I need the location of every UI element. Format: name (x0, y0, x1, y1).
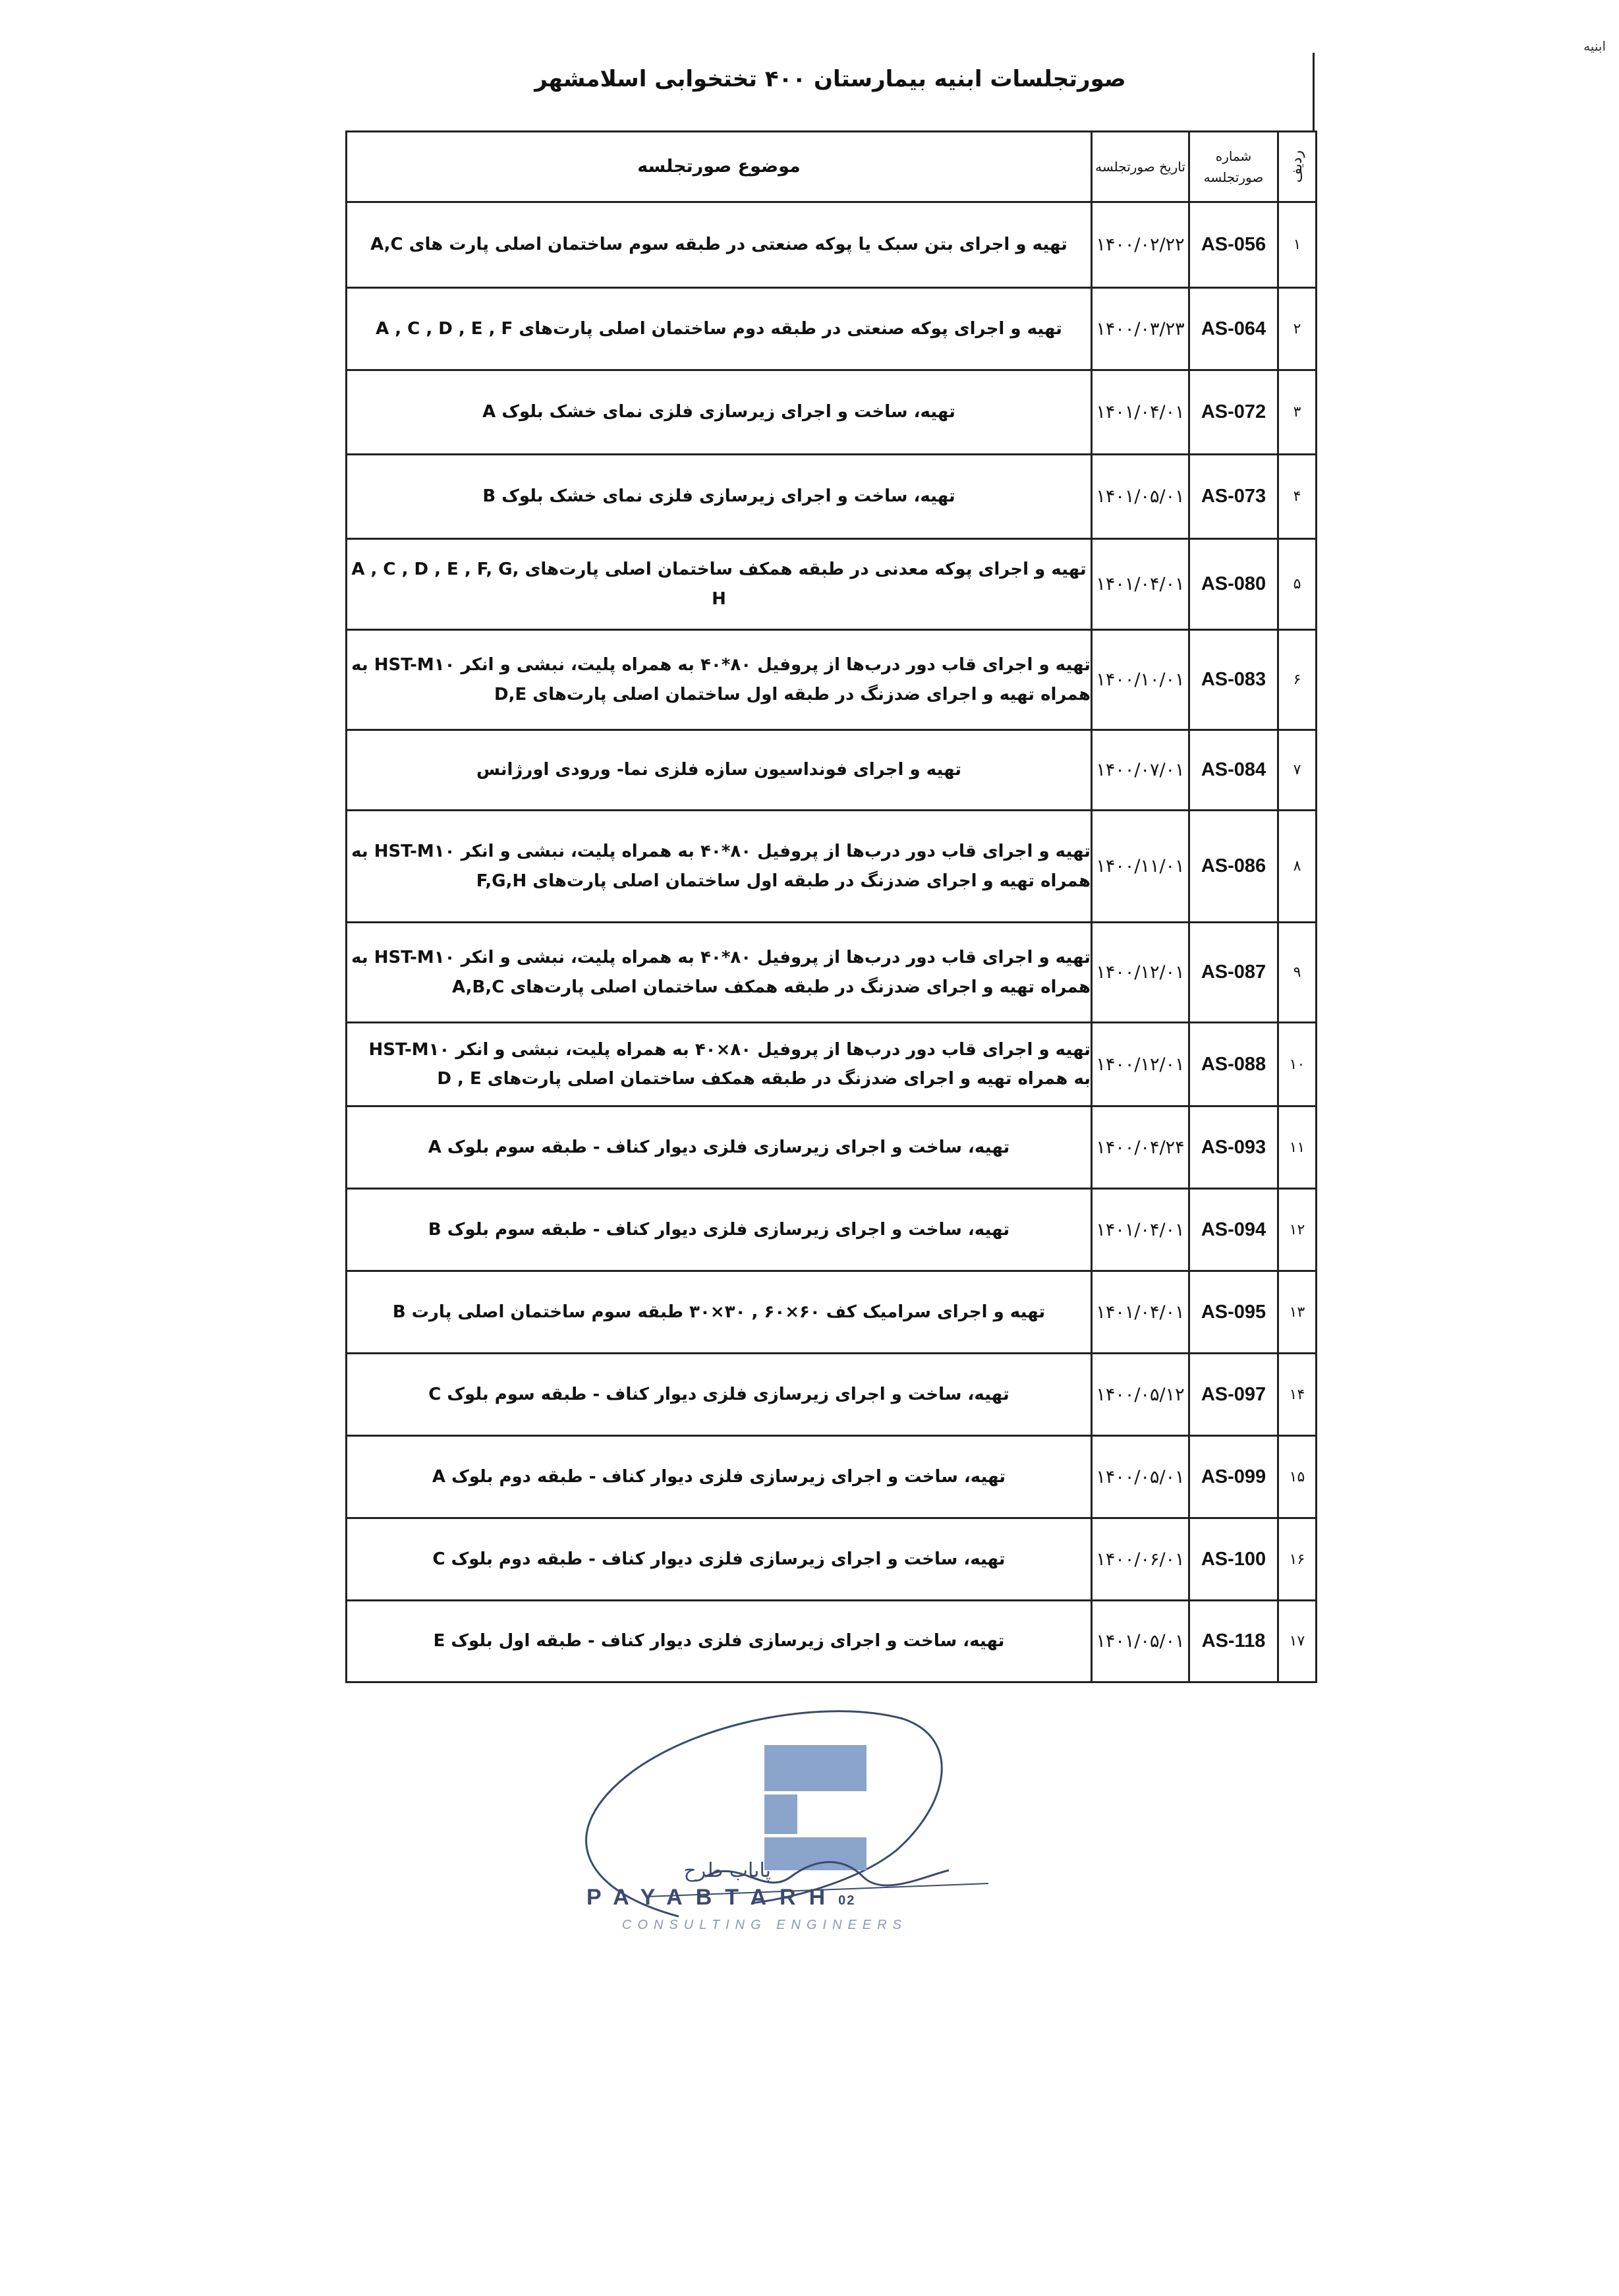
minute-date: ۱۴۰۰/۰۴/۲۴ (1092, 1106, 1189, 1189)
row-index: ۱۴ (1278, 1354, 1317, 1436)
table-row (347, 1106, 1317, 1189)
minute-subject: تهیه، ساخت و اجرای زیرسازی فلزی دیوار کناف - طبقه دوم بلوک A (347, 1436, 1092, 1518)
stamp-company-name: PAYABTARH02 (586, 1885, 856, 1910)
minute-number: AS-084 (1189, 730, 1278, 811)
row-index: ۶ (1278, 630, 1317, 730)
table-row (347, 370, 1317, 455)
table-row (347, 1518, 1317, 1601)
table-row (347, 1271, 1317, 1354)
minute-subject: تهیه و اجرای فونداسیون سازه فلزی نما- ورودی اورژانس (347, 730, 1092, 811)
row-index: ۱۶ (1278, 1518, 1317, 1601)
row-index: ۱۰ (1278, 1023, 1317, 1106)
minute-date: ۱۴۰۰/۰۲/۲۲ (1092, 202, 1189, 288)
header-row-number: ردیف (1278, 132, 1317, 202)
minute-subject: تهیه، ساخت و اجرای زیرسازی فلزی دیوار کناف - طبقه سوم بلوک B (347, 1189, 1092, 1271)
minute-number: AS-118 (1189, 1601, 1278, 1682)
table-row (347, 811, 1317, 923)
minute-date: ۱۴۰۰/۰۵/۰۱ (1092, 1436, 1189, 1518)
minute-date: ۱۴۰۰/۱۲/۰۱ (1092, 923, 1189, 1023)
minute-number: AS-080 (1189, 539, 1278, 630)
minute-subject: تهیه و اجرای قاب دور درب‌ها از پروفیل ۸۰×۴۰ به همراه پلیت، نبشی و انکر HST-M۱۰ به همراه تهیه و اجرای ضدزنگ در طبقه همکف ساختمان اصلی پارت‌های D , E (347, 1023, 1092, 1106)
header-minute-date: تاریخ صورتجلسه (1092, 132, 1189, 202)
row-index: ۱۷ (1278, 1601, 1317, 1682)
corner-note: ابنیه (1583, 38, 1606, 54)
table-row (347, 730, 1317, 811)
minute-date: ۱۴۰۱/۰۴/۰۱ (1092, 370, 1189, 455)
minute-subject: تهیه و اجرای سرامیک کف ۶۰×۶۰ , ۳۰×۳۰ طبقه سوم ساختمان اصلی پارت B (347, 1271, 1092, 1354)
table-row (347, 1023, 1317, 1106)
table-row (347, 630, 1317, 730)
table-row (347, 202, 1317, 288)
minute-subject: تهیه و اجرای قاب دور درب‌ها از پروفیل ۸۰*۴۰ به همراه پلیت، نبشی و انکر HST-M۱۰ به همراه تهیه و اجرای ضدزنگ در طبقه اول ساختمان اصلی پارت‌های D,E (347, 630, 1092, 730)
minute-date: ۱۴۰۰/۰۷/۰۱ (1092, 730, 1189, 811)
row-index: ۳ (1278, 370, 1317, 455)
row-index: ۱ (1278, 202, 1317, 288)
table-header-row (347, 132, 1317, 202)
company-logo-icon (764, 1745, 866, 1870)
row-index: ۲ (1278, 288, 1317, 370)
minute-number: AS-088 (1189, 1023, 1278, 1106)
row-index: ۵ (1278, 539, 1317, 630)
table-row (347, 923, 1317, 1023)
minutes-table (345, 130, 1317, 1683)
title-divider (1313, 53, 1315, 132)
minute-subject: تهیه، ساخت و اجرای زیرسازی فلزی دیوار کناف - طبقه اول بلوک E (347, 1601, 1092, 1682)
minute-date: ۱۴۰۱/۰۴/۰۱ (1092, 1271, 1189, 1354)
row-index: ۱۵ (1278, 1436, 1317, 1518)
minute-date: ۱۴۰۰/۰۶/۰۱ (1092, 1518, 1189, 1601)
header-minute-number: شماره صورتجلسه (1189, 132, 1278, 202)
minute-subject: تهیه و اجرای پوکه معدنی در طبقه همکف ساختمان اصلی پارت‌های A , C , D , E , F, G, H (347, 539, 1092, 630)
minute-subject: تهیه و اجرای قاب دور درب‌ها از پروفیل ۸۰*۴۰ به همراه پلیت، نبشی و انکر HST-M۱۰ به همراه تهیه و اجرای ضدزنگ در طبقه اول ساختمان اصلی پارت‌های F,G,H (347, 811, 1092, 923)
minute-number: AS-100 (1189, 1518, 1278, 1601)
table-row (347, 1601, 1317, 1682)
minute-number: AS-094 (1189, 1189, 1278, 1271)
minute-date: ۱۴۰۱/۰۵/۰۱ (1092, 455, 1189, 539)
minute-subject: تهیه و اجرای بتن سبک یا پوکه صنعتی در طبقه سوم ساختمان اصلی پارت های A,C (347, 202, 1092, 288)
minute-number: AS-064 (1189, 288, 1278, 370)
row-index: ۹ (1278, 923, 1317, 1023)
minute-subject: تهیه، ساخت و اجرای زیرسازی فلزی نمای خشک بلوک B (347, 455, 1092, 539)
minute-number: AS-072 (1189, 370, 1278, 455)
minute-number: AS-083 (1189, 630, 1278, 730)
minute-date: ۱۴۰۱/۰۵/۰۱ (1092, 1601, 1189, 1682)
minute-subject: تهیه، ساخت و اجرای زیرسازی فلزی دیوار کناف - طبقه دوم بلوک C (347, 1518, 1092, 1601)
page-title: صورتجلسات ابنیه بیمارستان ۴۰۰ تختخوابی اسلامشهر (534, 66, 1126, 92)
minute-number: AS-095 (1189, 1271, 1278, 1354)
stamp-company-subtitle: CONSULTING ENGINEERS (622, 1918, 907, 1932)
table-row (347, 539, 1317, 630)
table-row (347, 1189, 1317, 1271)
row-index: ۴ (1278, 455, 1317, 539)
row-index: ۱۳ (1278, 1271, 1317, 1354)
minute-date: ۱۴۰۱/۰۴/۰۱ (1092, 1189, 1189, 1271)
table-row (347, 1354, 1317, 1436)
minute-subject: تهیه، ساخت و اجرای زیرسازی فلزی دیوار کناف - طبقه سوم بلوک C (347, 1354, 1092, 1436)
stamp-persian-name: پایاب طرح (683, 1859, 771, 1882)
minute-date: ۱۴۰۰/۰۳/۲۳ (1092, 288, 1189, 370)
minute-subject: تهیه و اجرای پوکه صنعتی در طبقه دوم ساختمان اصلی پارت‌های A , C , D , E , F (347, 288, 1092, 370)
minute-date: ۱۴۰۱/۰۴/۰۱ (1092, 539, 1189, 630)
minute-subject: تهیه، ساخت و اجرای زیرسازی فلزی نمای خشک بلوک A (347, 370, 1092, 455)
table-row (347, 1436, 1317, 1518)
minute-number: AS-073 (1189, 455, 1278, 539)
minute-date: ۱۴۰۰/۱۱/۰۱ (1092, 811, 1189, 923)
minute-subject: تهیه و اجرای قاب دور درب‌ها از پروفیل ۸۰*۴۰ به همراه پلیت، نبشی و انکر HST-M۱۰ به همراه تهیه و اجرای ضدزنگ در طبقه همکف ساختمان اصلی پارت‌های A,B,C (347, 923, 1092, 1023)
minute-number: AS-056 (1189, 202, 1278, 288)
row-index: ۸ (1278, 811, 1317, 923)
minute-subject: تهیه، ساخت و اجرای زیرسازی فلزی دیوار کناف - طبقه سوم بلوک A (347, 1106, 1092, 1189)
minute-number: AS-086 (1189, 811, 1278, 923)
table-row (347, 288, 1317, 370)
row-index: ۱۱ (1278, 1106, 1317, 1189)
table-row (347, 455, 1317, 539)
minute-number: AS-087 (1189, 923, 1278, 1023)
row-index: ۱۲ (1278, 1189, 1317, 1271)
minute-date: ۱۴۰۰/۰۵/۱۲ (1092, 1354, 1189, 1436)
header-minute-subject: موضوع صورتجلسه (347, 132, 1092, 202)
minute-date: ۱۴۰۰/۱۰/۰۱ (1092, 630, 1189, 730)
minute-number: AS-097 (1189, 1354, 1278, 1436)
minute-number: AS-093 (1189, 1106, 1278, 1189)
minute-number: AS-099 (1189, 1436, 1278, 1518)
row-index: ۷ (1278, 730, 1317, 811)
minute-date: ۱۴۰۰/۱۲/۰۱ (1092, 1023, 1189, 1106)
